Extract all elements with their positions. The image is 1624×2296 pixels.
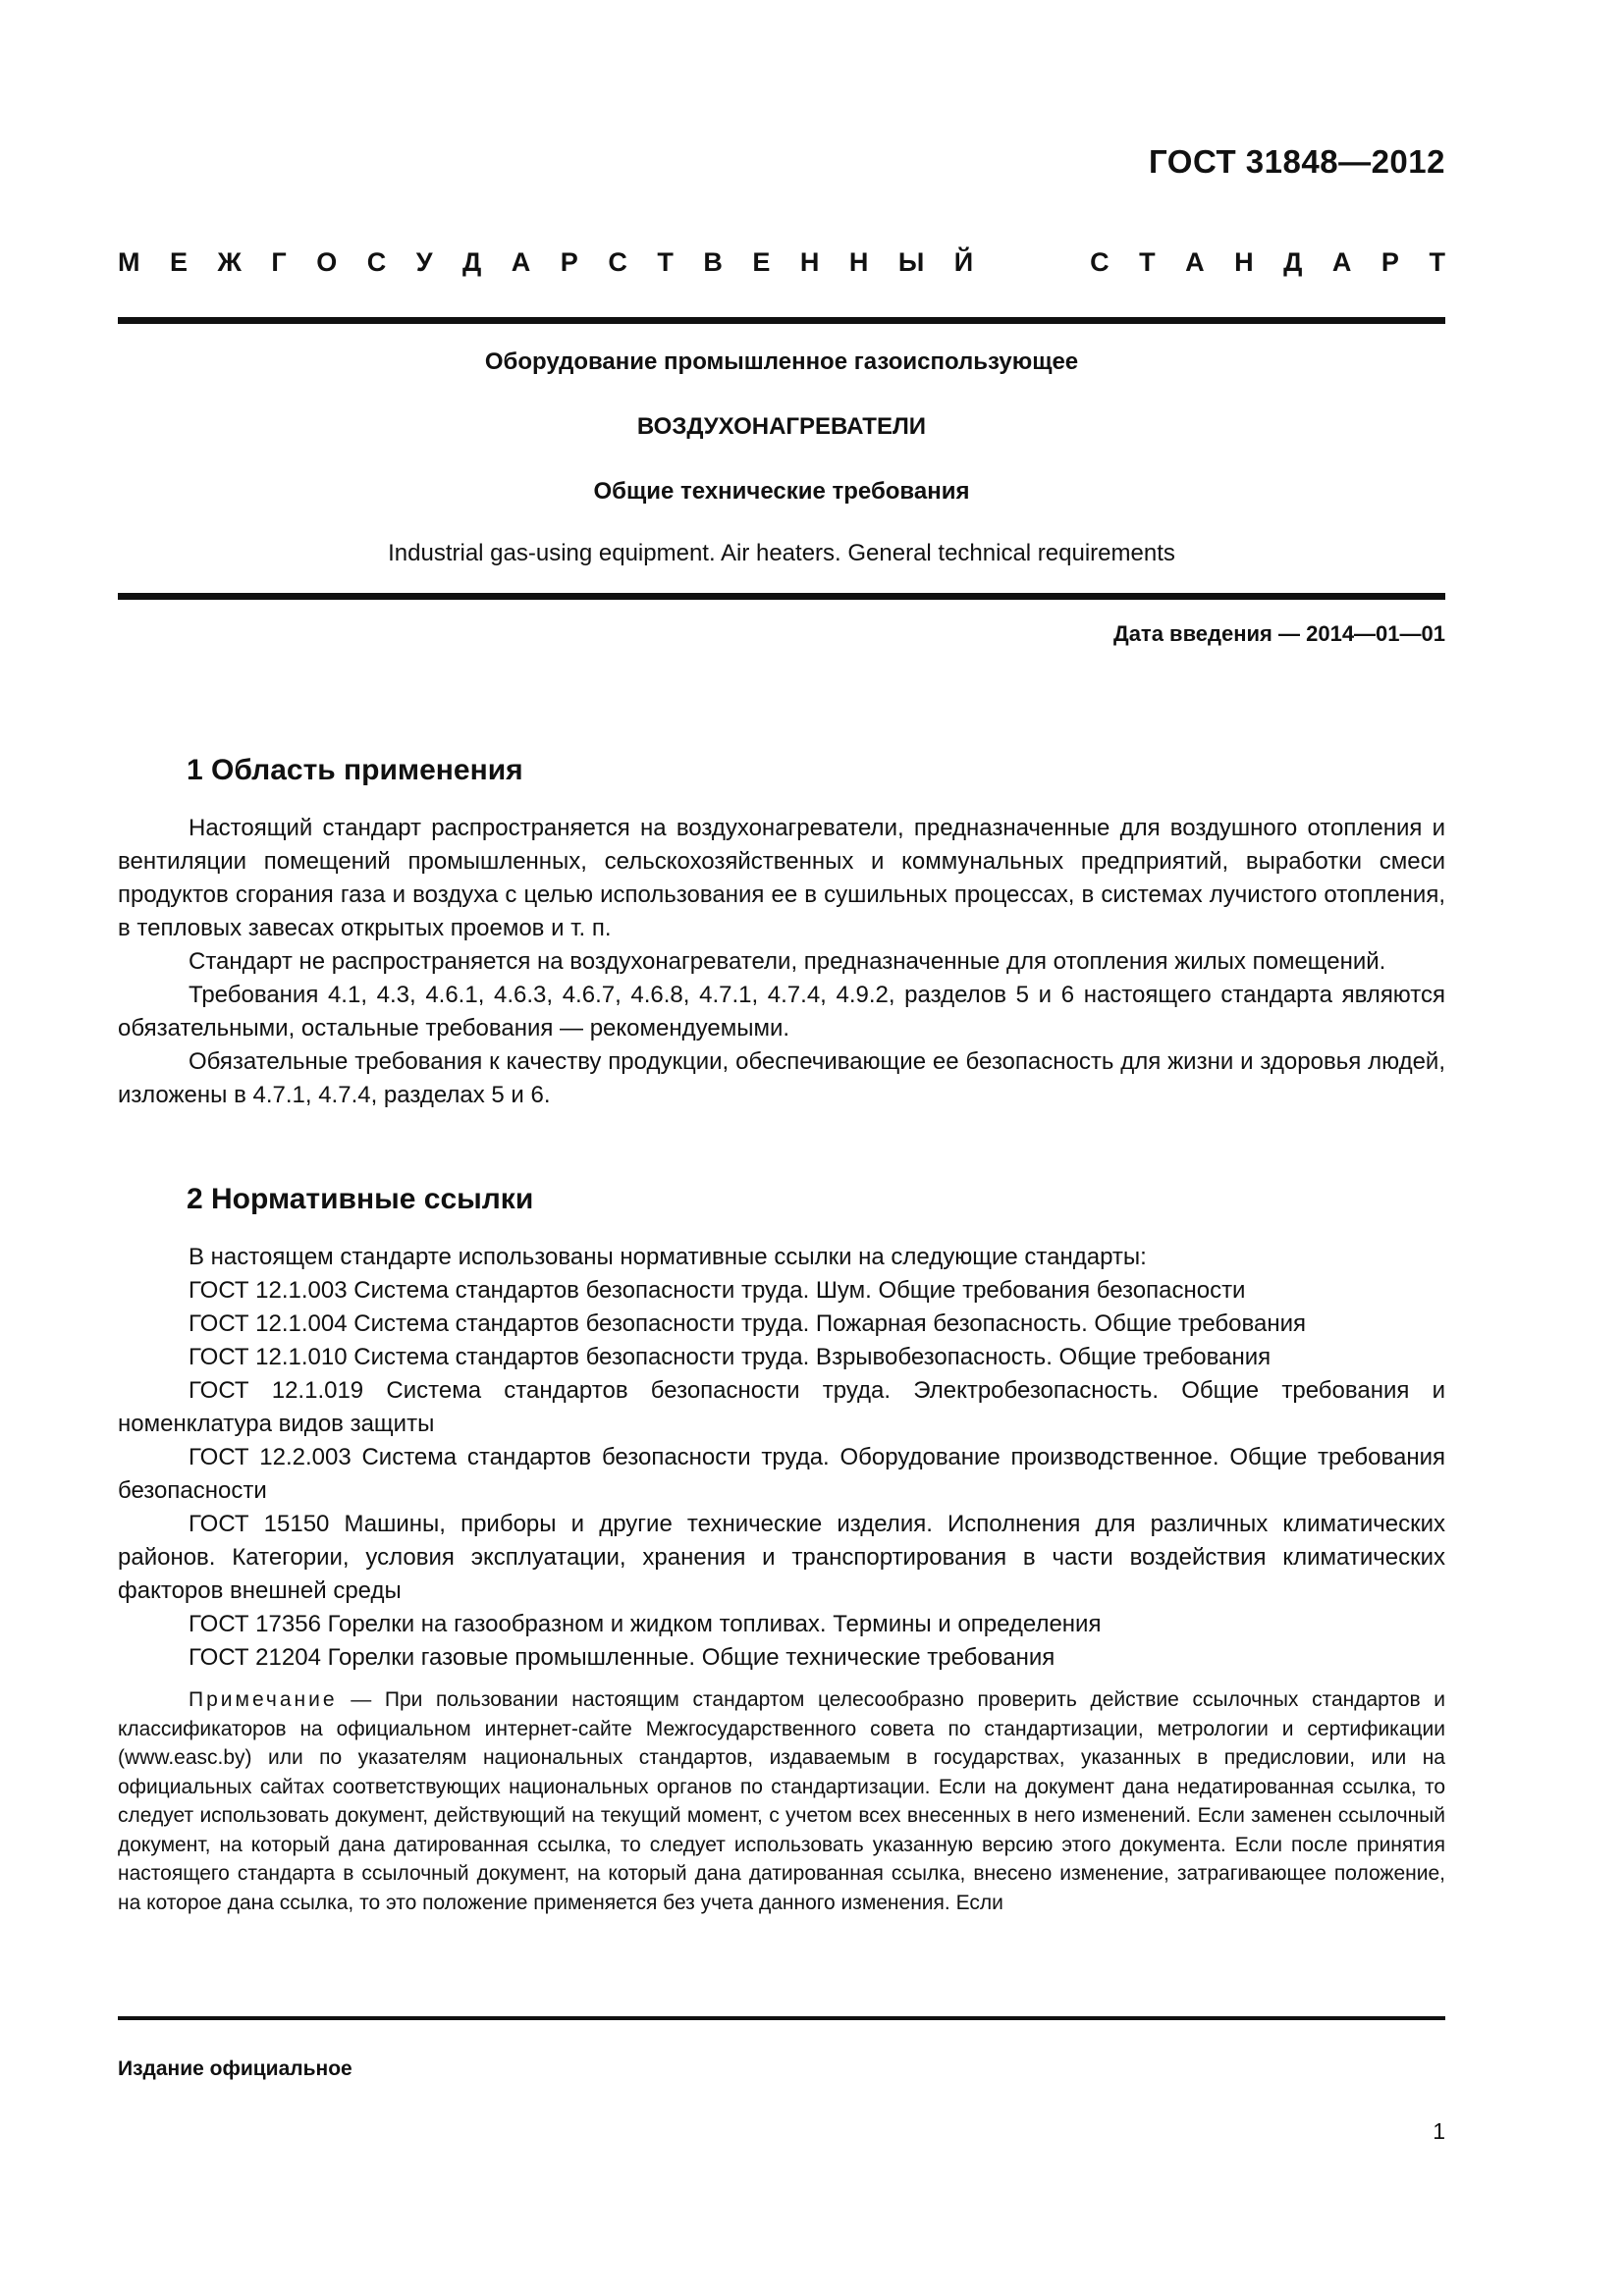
- section-1-body: [118, 812, 1445, 1112]
- title-letter: Р: [560, 247, 578, 277]
- note-label: Примечание: [189, 1688, 338, 1711]
- reference-item: ГОСТ 21204 Горелки газовые промышленные. Общие технические требования: [189, 1644, 1056, 1671]
- note-text: — При пользовании настоящим стандартом целесообразно проверить действие ссылочных стандартов и классификаторов на официальном интернет-сайте Межгосударственного совета по стандартизации, метрологии и сертификации (www.easc.by) или по указателям национальных стандартов, издаваемым в государствах, указанных в предисловии, или на официальных сайтах соответствующих национальных органов по стандартизации. Если на документ дана недатированная ссылка, то следует использовать документ, действующий на текущий момент, с учетом всех внесенных в него изменений. Если заменен ссылочный документ, на который дана датированная ссылка, то следует использовать указанную версию этого документа. Если после принятия настоящего стандарта в ссылочный документ, на который дана датированная ссылка, внесено изменение, затрагивающее положение, на которое дана ссылка, то это положение применяется без учета данного изменения. Если: [118, 1688, 1445, 1914]
- footer-divider: [118, 2016, 1445, 2020]
- title-letter: О: [316, 247, 338, 277]
- title-letter: А: [1331, 247, 1352, 277]
- title-letter: Н: [799, 247, 820, 277]
- title-letter: С: [1090, 247, 1110, 277]
- title-letter: Т: [657, 247, 674, 277]
- title-letter: Н: [1234, 247, 1254, 277]
- title-divider: [118, 593, 1445, 600]
- title-letter: В: [703, 247, 723, 277]
- reference-item: ГОСТ 12.2.003 Система стандартов безопасности труда. Оборудование производственное. Общие требования безопасности: [118, 1444, 1445, 1504]
- reference-item: ГОСТ 12.1.004 Система стандартов безопасности труда. Пожарная безопасность. Общие требования: [189, 1310, 1307, 1337]
- title-letter: С: [608, 247, 627, 277]
- title-letter: А: [511, 247, 531, 277]
- title-letter: М: [118, 247, 140, 277]
- interstate-standard-title: [118, 247, 1445, 278]
- reference-item: ГОСТ 12.1.003 Система стандартов безопасности труда. Шум. Общие требования безопасности: [189, 1277, 1246, 1304]
- title-letter: С: [366, 247, 387, 277]
- equipment-title: Оборудование промышленное газоиспользующее: [484, 348, 1079, 375]
- page-number: 1: [1433, 2118, 1445, 2144]
- title-letter: У: [415, 247, 433, 277]
- section-1-heading: 1 Область применения: [187, 754, 523, 786]
- title-letter: А: [1185, 247, 1205, 277]
- title-letter: Д: [462, 247, 482, 277]
- header-divider: [118, 317, 1445, 324]
- paragraph: Настоящий стандарт распространяется на воздухонагреватели, предназначенные для воздушного отопления и вентиляции помещений промышленных, сельскохозяйственных и коммунальных предприятий, выработки смеси продуктов сгорания газа и воздуха с целью использования ее в сушильных процессах, в системах лучистого отопления, в тепловых завесах открытых проемов и т. п.: [118, 815, 1445, 941]
- standard-number: ГОСТ 31848—2012: [1149, 143, 1445, 180]
- reference-item: ГОСТ 15150 Машины, приборы и другие технические изделия. Исполнения для различных климатических районов. Категории, условия эксплуатации, хранения и транспортирования в части воздействия климатических факторов внешней среды: [118, 1511, 1445, 1604]
- title-letter: Ж: [217, 247, 242, 277]
- title-letter: Т: [1429, 247, 1445, 277]
- title-letter: Е: [170, 247, 189, 277]
- reference-item: ГОСТ 17356 Горелки на газообразном и жидком топливах. Термины и определения: [189, 1611, 1102, 1637]
- title-letter: Д: [1283, 247, 1303, 277]
- edition-label: Издание официальное: [118, 2057, 352, 2080]
- paragraph: Требования 4.1, 4.3, 4.6.1, 4.6.3, 4.6.7, 4.6.8, 4.7.1, 4.7.4, 4.9.2, разделов 5 и 6 настоящего стандарта являются обязательными, остальные требования — рекомендуемыми.: [118, 982, 1445, 1041]
- title-letter: Г: [271, 247, 287, 277]
- title-letter: Е: [752, 247, 771, 277]
- paragraph: В настоящем стандарте использованы нормативные ссылки на следующие стандарты:: [189, 1244, 1147, 1270]
- introduction-date: Дата введения — 2014—01—01: [1113, 621, 1445, 646]
- air-heaters-title: ВОЗДУХОНАГРЕВАТЕЛИ: [636, 413, 927, 440]
- section-2-heading: 2 Нормативные ссылки: [187, 1183, 534, 1215]
- title-word-gap: [1003, 247, 1060, 278]
- title-letter: Т: [1139, 247, 1156, 277]
- title-letter: Н: [848, 247, 869, 277]
- paragraph: Обязательные требования к качеству продукции, обеспечивающие ее безопасность для жизни и здоровья людей, изложены в 4.7.1, 4.7.4, разделах 5 и 6.: [118, 1048, 1445, 1108]
- section-2-body: [118, 1241, 1445, 1675]
- note-paragraph: [118, 1685, 1445, 1917]
- english-title: Industrial gas-using equipment. Air heaters. General technical requirements: [388, 540, 1175, 566]
- title-letter: Р: [1380, 247, 1399, 277]
- title-letter: Й: [953, 247, 974, 277]
- reference-item: ГОСТ 12.1.010 Система стандартов безопасности труда. Взрывобезопасность. Общие требования: [189, 1344, 1272, 1370]
- general-requirements-title: Общие технические требования: [593, 478, 970, 505]
- reference-item: ГОСТ 12.1.019 Система стандартов безопасности труда. Электробезопасность. Общие требования и номенклатура видов защиты: [118, 1377, 1445, 1437]
- title-letter: Ы: [897, 247, 925, 277]
- paragraph: Стандарт не распространяется на воздухонагреватели, предназначенные для отопления жилых помещений.: [189, 948, 1386, 975]
